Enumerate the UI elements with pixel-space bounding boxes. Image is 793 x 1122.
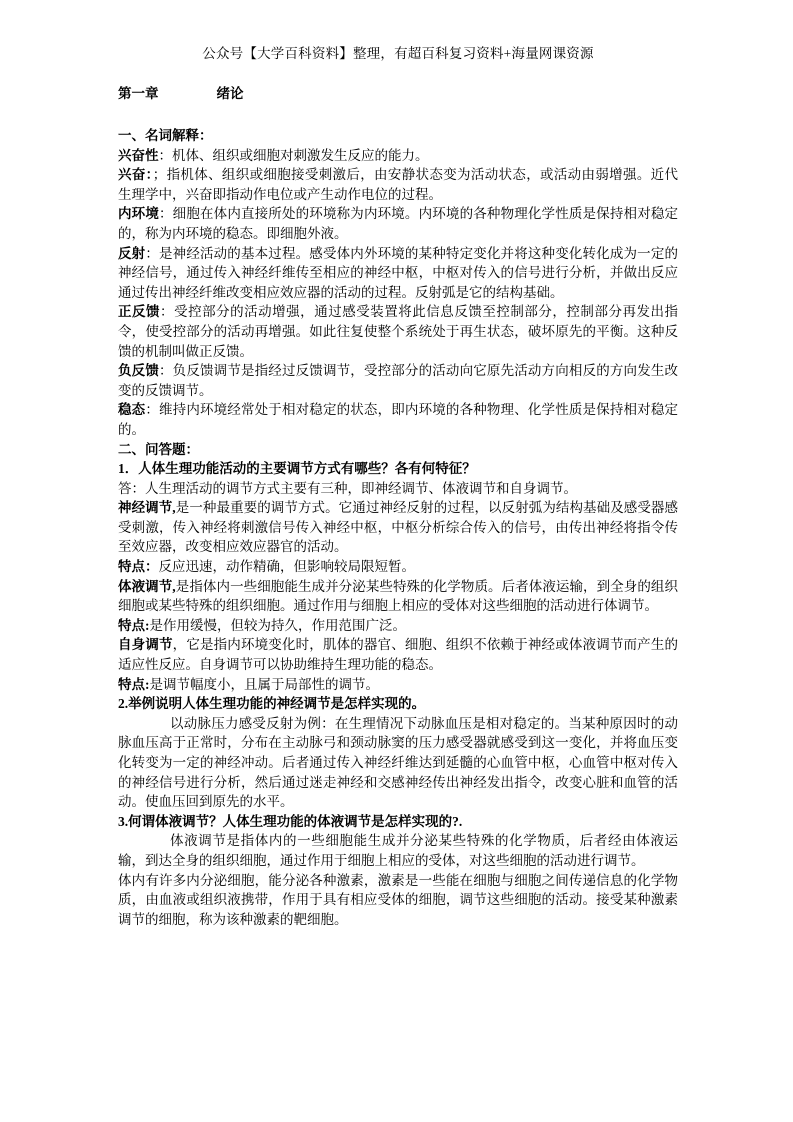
term-label: 特点: xyxy=(118,676,150,692)
question-number: 3. xyxy=(118,813,129,829)
answer-text: 是作用缓慢，但较为持久，作用范围广泛。 xyxy=(149,617,406,633)
term-text: 维持内环境经常处于相对稳定的状态，即内环境的各种物理、化学性质是保持相对稳定的。 xyxy=(118,402,679,437)
answer-text: 答：人生理活动的调节方式主要有三种，即神经调节、体液调节和自身调节。 xyxy=(118,480,577,496)
answer-text: 反应迅速，动作精确，但影响较局限短暂。 xyxy=(158,559,415,575)
term-text: 机体、组织或细胞对刺激发生反应的能力。 xyxy=(172,147,429,163)
term-text: 受控部分的活动增强，通过感受装置将此信息反馈至控制部分，控制部分再发出指令，使受控部分的活动再增强。如此往复使整个系统处于再生状态，破坏原先的平衡。这种反馈的机制叫做正反馈。 xyxy=(118,304,679,359)
term-entry xyxy=(118,204,678,243)
question-heading xyxy=(118,694,678,714)
term-label: 神经调节, xyxy=(118,500,176,516)
section-heading-terms: 一、名词解释： xyxy=(118,128,213,143)
answer-paragraph xyxy=(118,557,678,577)
answer-paragraph xyxy=(118,871,678,930)
term-label: 兴奋： xyxy=(118,167,153,183)
answer-text: 体内有许多内分泌细胞，能分泌各种激素，激素是一些能在细胞与细胞之间传递信息的化学物质，由血液或组织液携带，作用于具有相应受体的细胞，调节这些细胞的活动。接受某种激素调节的细胞，称为该种激素的靶细胞。 xyxy=(118,872,678,927)
answer-paragraph xyxy=(118,675,678,695)
question-number: 2. xyxy=(118,696,129,712)
answer-paragraph xyxy=(118,616,678,636)
term-entry xyxy=(118,244,678,303)
question-text: 人体生理功能活动的主要调节方式有哪些？各有何特征？ xyxy=(138,461,476,477)
term-text: 是神经活动的基本过程。感受体内外环境的某种特定变化并将这种变化转化成为一定的神经信号，通过传入神经纤维传至相应的神经中枢，中枢对传入的信号进行分析，并做出反应通过传出神经纤维改变相应效应器的活动的过程。反射弧是它的结构基础。 xyxy=(118,245,679,300)
term-text: 细胞在体内直接所处的环境称为内环境。内环境的各种物理化学性质是保持相对稳定的，称为内环境的稳态。即细胞外液。 xyxy=(118,206,679,241)
answer-paragraph xyxy=(118,635,678,674)
term-label: 内环境 xyxy=(118,206,159,222)
term-entry xyxy=(118,361,678,400)
term-label: 负反馈 xyxy=(118,363,159,379)
question-heading xyxy=(118,812,678,832)
term-separator: ： xyxy=(160,304,175,320)
answer-text: ，它是指内环境变化时，肌体的器官、细胞、组织不依赖于神经或体液调节而产生的适应性反应。自身调节可以协助维持生理功能的稳态。 xyxy=(118,637,679,673)
term-text: 负反馈调节是指经过反馈调节，受控部分的活动向它原先活动方向相反的方向发生改变的反馈调节。 xyxy=(118,363,679,398)
term-label: 稳态 xyxy=(118,402,146,418)
answer-paragraph xyxy=(118,479,678,499)
term-separator: ： xyxy=(145,245,159,261)
term-label: 正反馈 xyxy=(118,304,161,320)
chapter-title-text: 绪论 xyxy=(216,86,244,101)
answer-paragraph xyxy=(118,831,678,870)
question-number: 1． xyxy=(118,461,139,477)
answer-text: 体液调节是指体内的一些细胞能生成并分泌某些特殊的化学物质，后者经由体液运输，到达全身的组织细胞，通过作用于细胞上相应的受体，对这些细胞的活动进行调节。 xyxy=(118,833,678,868)
term-label: 特点： xyxy=(118,559,159,575)
term-separator: ： xyxy=(145,402,159,418)
question-text: 举例说明人体生理功能的神经调节是怎样实现的。 xyxy=(128,696,426,712)
term-entry xyxy=(118,302,678,361)
answer-paragraph xyxy=(118,714,678,812)
answer-text: 是调节幅度小，且属于局部性的调节。 xyxy=(149,676,379,692)
term-label: 反射 xyxy=(118,245,146,261)
answer-text: 是指体内一些细胞能生成并分泌某些特殊的化学物质。后者体液运输，到全身的组织细胞或某些特殊的组织细胞。通过作用与细胞上相应的受体对这些细胞的活动进行体调节。 xyxy=(118,578,679,614)
term-entry xyxy=(118,165,678,204)
section-heading-questions: 二、问答题： xyxy=(118,441,199,457)
term-separator: ： xyxy=(159,363,173,379)
chapter-title xyxy=(118,84,678,104)
answer-paragraph xyxy=(118,498,678,557)
chapter-number: 第一章 xyxy=(118,86,159,101)
header-banner: 公众号【大学百科资料】整理，有超百科复习资料+海量网课资源 xyxy=(202,46,594,61)
document-content xyxy=(118,44,678,929)
term-separator: ； xyxy=(152,167,167,183)
term-separator: ： xyxy=(159,206,173,222)
answer-paragraph xyxy=(118,577,678,616)
term-label: 特点: xyxy=(118,617,150,633)
term-entry xyxy=(118,146,678,166)
question-heading xyxy=(118,459,678,479)
answer-text: 以动脉压力感受反射为例：在生理情况下动脉血压是相对稳定的。当某种原因时的动脉血压高于正常时，分布在主动脉弓和颈动脉窦的压力感受器就感受到这一变化，并将血压变化转变为一定的神经冲动。后者通过传入神经纤维达到延髓的心血管中枢，心血管中枢对传入的神经信号进行分析，然后通过迷走神经和交感神经传出神经发出指令，改变心脏和血管的活动。使血压回到原先的水平。 xyxy=(118,715,678,810)
answer-text: 是一种最重要的调节方式。它通过神经反射的过程，以反射弧为结构基础及感受器感受刺激，传入神经将刺激信号传入神经中枢，中枢分析综合传入的信号，由传出神经将指令传至效应器，改变相应效应器官的活动。 xyxy=(118,500,679,555)
term-entry xyxy=(118,400,678,439)
term-label: 兴奋性 xyxy=(118,147,159,163)
term-separator: ： xyxy=(158,147,172,163)
question-text: 何谓体液调节？人体生理功能的体液调节是怎样实现的?. xyxy=(128,813,463,829)
term-text: 指机体、组织或细胞接受刺激后，由安静状态变为活动状态，或活动由弱增强。近代生理学中，兴奋即指动作电位或产生动作电位的过程。 xyxy=(118,167,679,202)
term-label: 体液调节, xyxy=(118,578,176,594)
term-label: 自身调节 xyxy=(118,637,173,653)
